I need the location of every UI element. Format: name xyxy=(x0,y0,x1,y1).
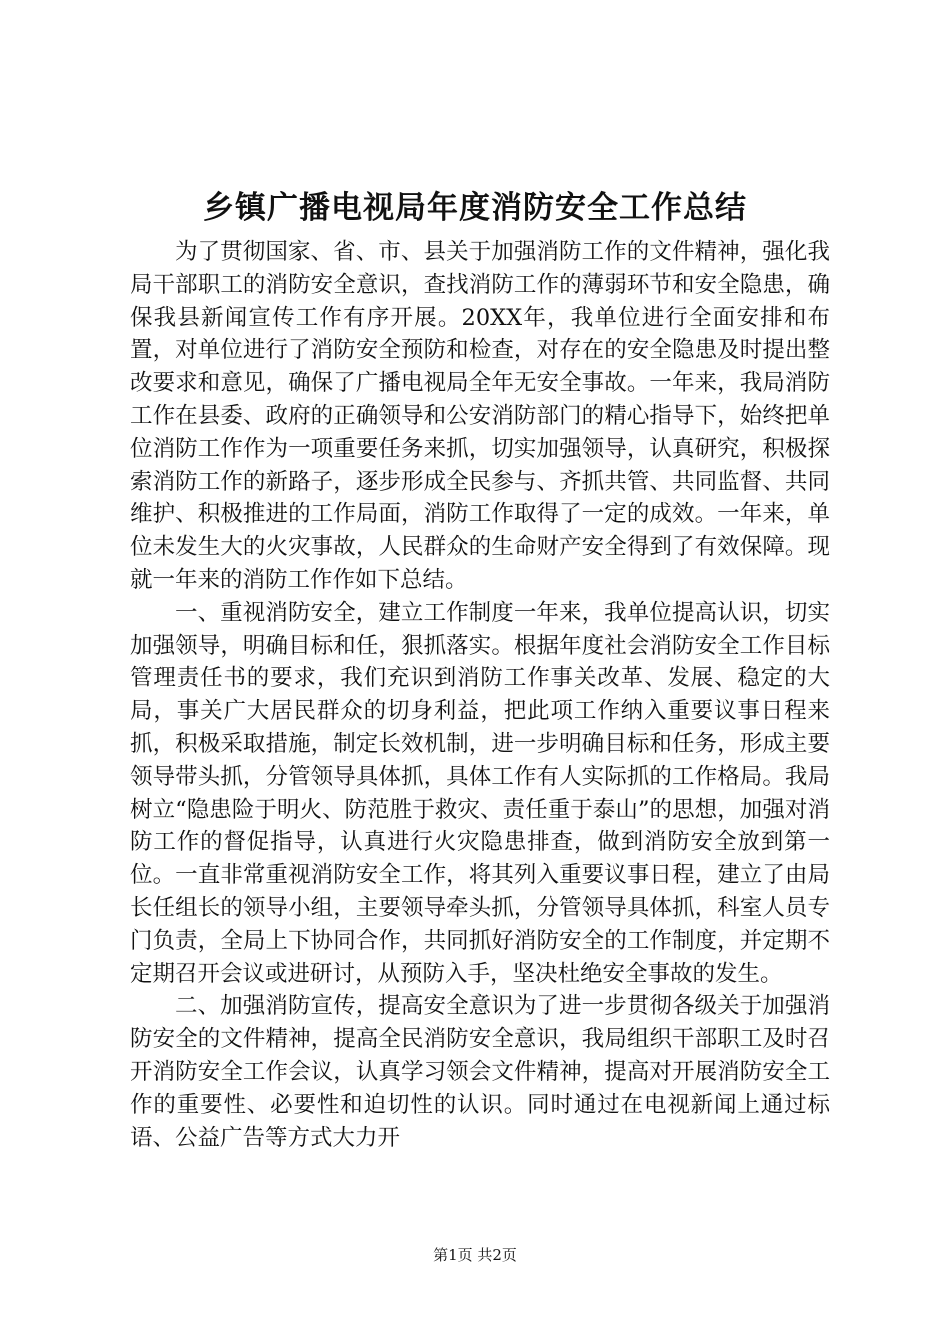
document-body xyxy=(130,236,830,1154)
document-title: 乡镇广播电视局年度消防安全工作总结 xyxy=(203,190,747,226)
page-number-footer: 第1页 共2页 xyxy=(433,1246,517,1264)
paragraph: 二、加强消防宣传，提高安全意识为了进一步贯彻各级关于加强消防安全的文件精神，提高全民消防安全意识，我局组织干部职工及时召开消防安全工作会议，认真学习领会文件精神，提高对开展消防安全工作的重要性、必要性和迫切性的认识。同时通过在电视新闻上通过标语、公益广告等方式大力开 xyxy=(130,993,830,1151)
paragraph: 为了贯彻国家、省、市、县关于加强消防工作的文件精神，强化我局干部职工的消防安全意识，查找消防工作的薄弱环节和安全隐患，确保我县新闻宣传工作有序开展。20XX年，我单位进行全面安排和布置，对单位进行了消防安全预防和检查，对存在的安全隐患及时提出整改要求和意见，确保了广播电视局全年无安全事故。一年来，我局消防工作在县委、政府的正确领导和公安消防部门的精心指导下，始终把单位消防工作作为一项重要任务来抓，切实加强领导，认真研究，积极探索消防工作的新路子，逐步形成全民参与、齐抓共管、共同监督、共同维护、积极推进的工作局面，消防工作取得了一定的成效。一年来，单位未发生大的火灾事故，人民群众的生命财产安全得到了有效保障。现就一年来的消防工作作如下总结。 xyxy=(130,239,830,593)
paragraph: 一、重视消防安全，建立工作制度一年来，我单位提高认识，切实加强领导，明确目标和任，狠抓落实。根据年度社会消防安全工作目标管理责任书的要求，我们充识到消防工作事关改革、发展、稳定的大局，事关广大居民群众的切身利益，把此项工作纳入重要议事日程来抓，积极采取措施，制定长效机制，进一步明确目标和任务，形成主要领导带头抓，分管领导具体抓，具体工作有人实际抓的工作格局。我局树立“隐患险于明火、防范胜于救灾、责任重于泰山”的思想，加强对消防工作的督促指导，认真进行火灾隐患排查，做到消防安全放到第一位。一直非常重视消防安全工作，将其列入重要议事日程，建立了由局长任组长的领导小组，主要领导牵头抓，分管领导具体抓，科室人员专门负责，全局上下协同合作，共同抓好消防安全的工作制度，并定期不定期召开会议或进研讨，从预防入手，坚决杜绝安全事故的发生。 xyxy=(130,599,830,987)
